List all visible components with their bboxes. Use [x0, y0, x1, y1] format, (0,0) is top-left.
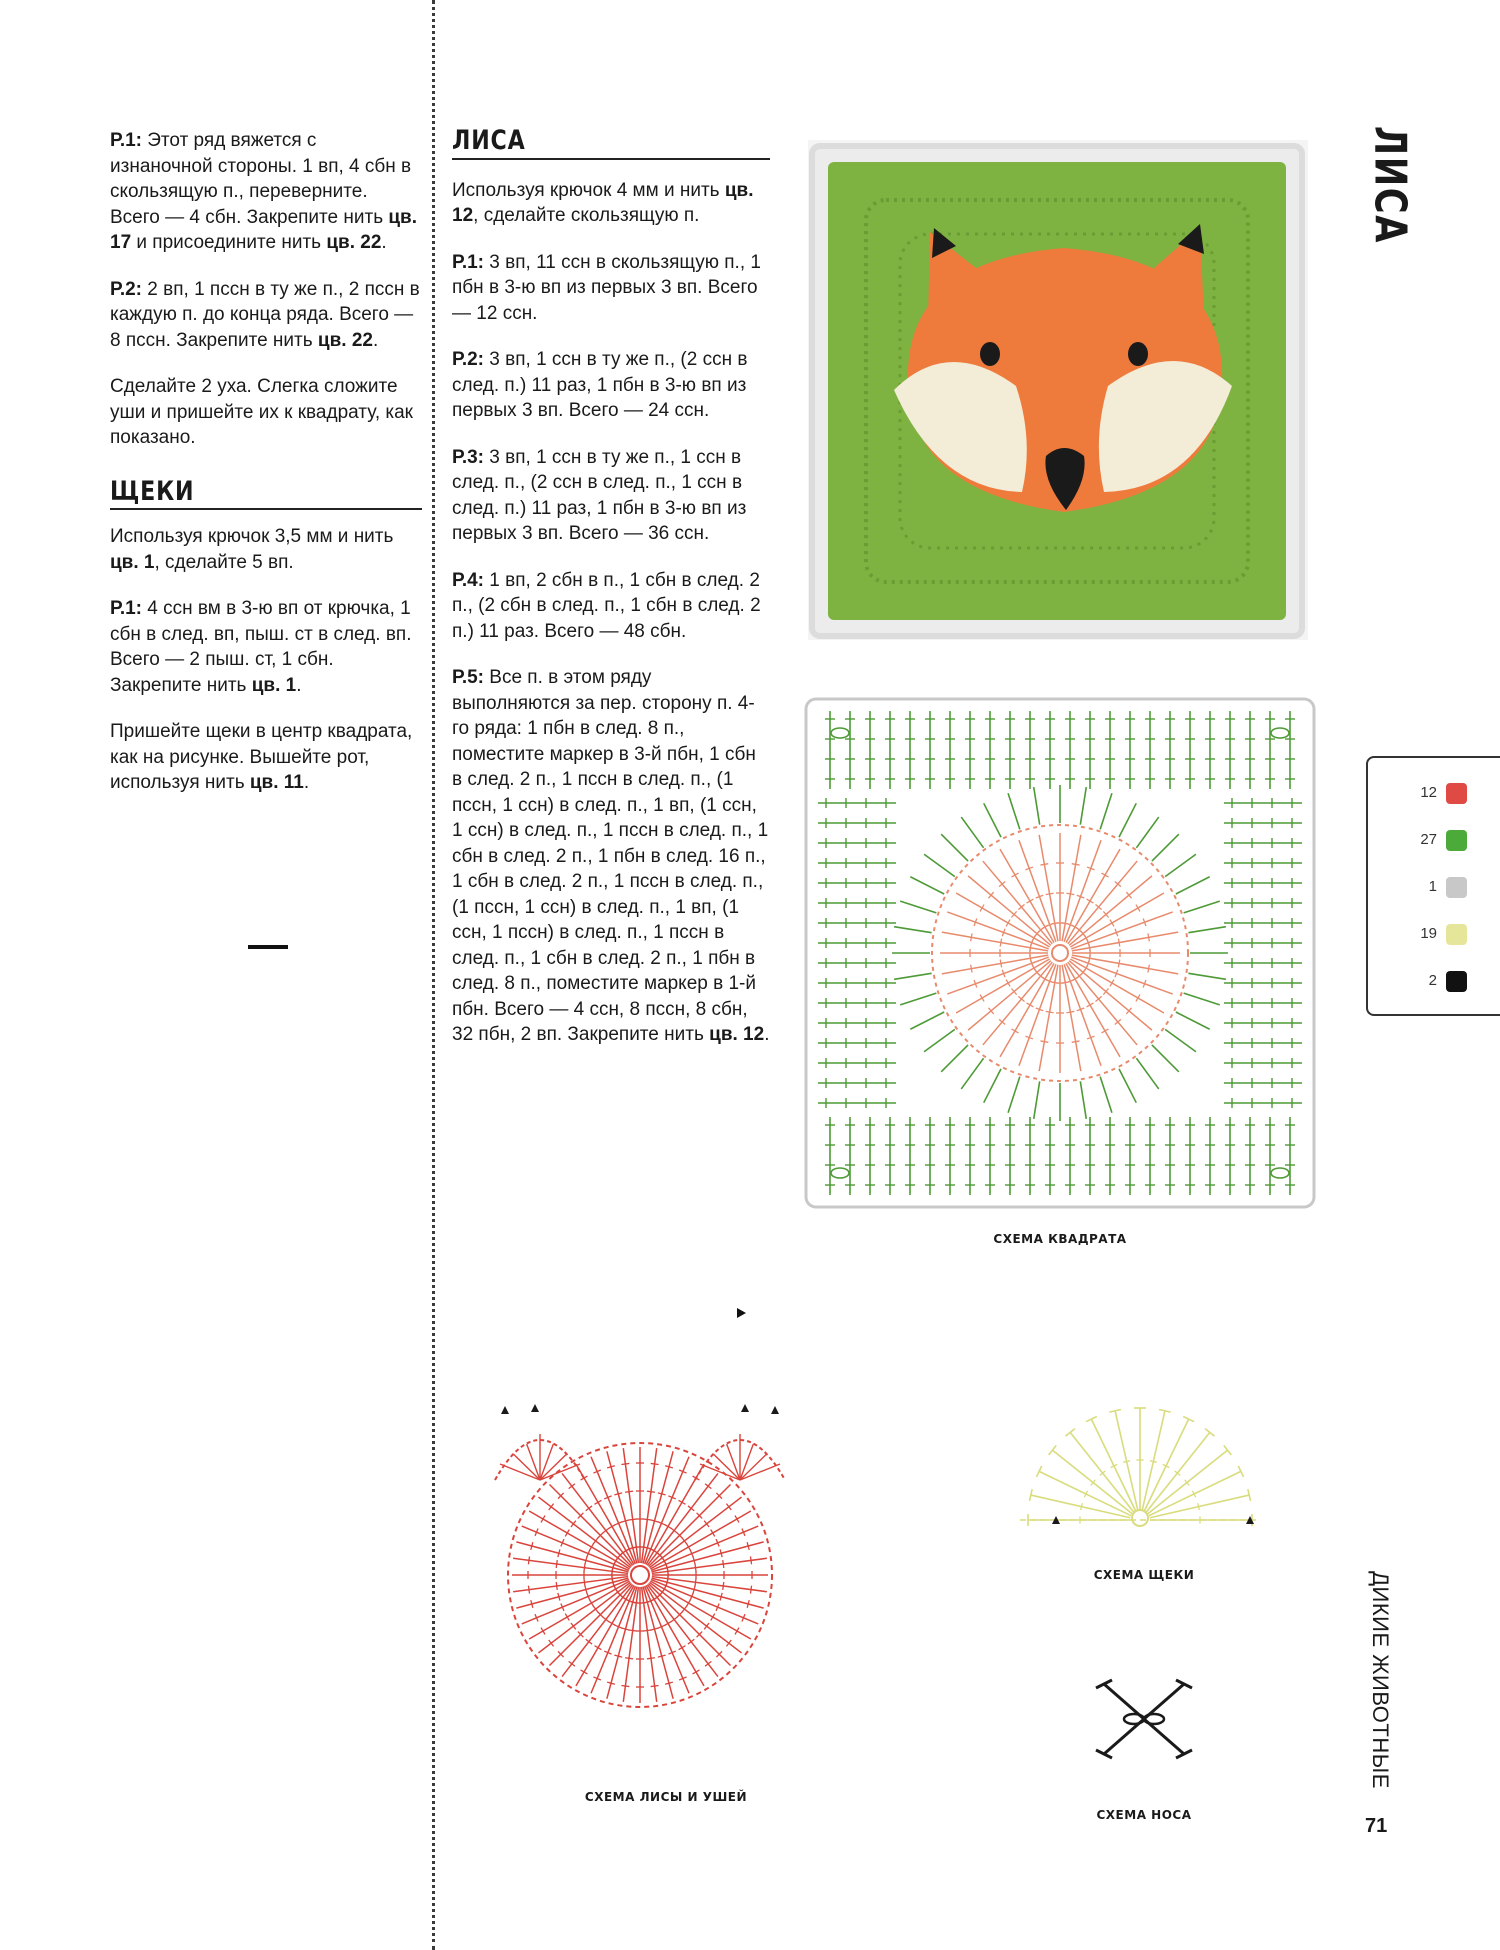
- color-legend: [1366, 756, 1500, 1016]
- fox-heading: ЛИСА: [452, 125, 526, 156]
- nose-stitch: [1096, 1680, 1112, 1688]
- cheek-magic-ring: [1132, 1510, 1148, 1526]
- bold-run: Р.4:: [452, 569, 484, 591]
- fox-spoke: [642, 1448, 657, 1563]
- ear-spoke: [740, 1454, 767, 1480]
- bold-run: цв. 12: [452, 179, 754, 226]
- fox-bar: [629, 1519, 637, 1520]
- fox-spoke: [562, 1473, 633, 1565]
- green-spoke: [1165, 1029, 1196, 1051]
- text-run: Используя крючок 3,5 мм и нить: [110, 526, 394, 547]
- text-run: .: [764, 1024, 770, 1045]
- legend-row: [1368, 827, 1500, 857]
- cheek-spoke: [1091, 1419, 1135, 1511]
- marker-arrow-icon: [501, 1406, 509, 1414]
- nose-stitch: [1176, 1750, 1192, 1758]
- fox-bar: [695, 1578, 696, 1586]
- cheek-mid-bar: [1198, 1503, 1200, 1510]
- ear-spoke: [500, 1464, 540, 1480]
- fox-bar: [629, 1630, 637, 1631]
- green-spoke: [1100, 1077, 1112, 1113]
- text-run: .: [381, 232, 387, 253]
- green-spoke: [1008, 1077, 1020, 1113]
- corner-chain: [831, 728, 849, 738]
- green-spoke: [1184, 993, 1220, 1005]
- corner-chain: [1271, 728, 1289, 738]
- bold-run: цв. 22: [317, 329, 373, 351]
- instruction-paragraph: [452, 568, 770, 645]
- fox-spoke: [513, 1577, 628, 1592]
- fox-spoke: [538, 1582, 630, 1653]
- center-bar: [1148, 965, 1149, 973]
- bold-run: Р.2:: [110, 278, 142, 300]
- fox-magic-ring: [631, 1566, 649, 1584]
- middle-column: [452, 125, 770, 1069]
- square-outer-round: [806, 699, 1314, 1207]
- center-bar: [1066, 1011, 1074, 1012]
- instruction-paragraph: [110, 524, 422, 575]
- center-bar: [1000, 959, 1001, 967]
- fox-chart-caption: СХЕМА ЛИСЫ И УШЕЙ: [584, 1790, 748, 1804]
- cheeks-heading-rule: [110, 508, 422, 510]
- center-bar: [1000, 939, 1001, 947]
- fox-heading-block: [452, 125, 770, 160]
- left-column: [110, 128, 422, 817]
- legend-number: 12: [1420, 784, 1437, 801]
- fox-spoke: [642, 1587, 657, 1702]
- legend-number: 1: [1428, 878, 1437, 895]
- fox-bar: [528, 1586, 529, 1594]
- text-run: .: [303, 772, 310, 793]
- fox-spoke: [647, 1585, 718, 1677]
- center-bar: [1046, 1011, 1054, 1012]
- green-spoke: [1119, 1069, 1136, 1103]
- page-number: 71: [1365, 1815, 1388, 1837]
- green-spoke: [1119, 803, 1136, 837]
- ear-spoke: [540, 1444, 553, 1480]
- bold-run: Р.5:: [452, 667, 484, 688]
- fox-bar: [584, 1578, 585, 1586]
- green-spoke: [1152, 834, 1179, 861]
- green-spoke: [1100, 793, 1112, 829]
- column-divider: [432, 0, 435, 1950]
- fox-spoke: [646, 1585, 704, 1685]
- fox-bar: [621, 1686, 629, 1687]
- green-spoke: [961, 1058, 983, 1089]
- text-run: 1 вп, 2 сбн в п., 1 сбн в след. 2 п., (2 сбн в след. п., 1 сбн в след. 2 п.) 11 раз. Всего — 48 сбн.: [452, 569, 761, 642]
- bold-run: цв. 12: [709, 1024, 765, 1045]
- nose-stitch: [1176, 1680, 1192, 1688]
- instruction-paragraph: [452, 445, 770, 547]
- fox-bar: [556, 1560, 557, 1568]
- legend-number: 19: [1420, 925, 1437, 942]
- text-run: , сделайте 5 вп.: [154, 551, 294, 573]
- fox-bar: [621, 1463, 629, 1464]
- bold-run: цв. 11: [249, 772, 304, 793]
- nose-chain: [1144, 1714, 1164, 1724]
- green-spoke: [941, 1045, 968, 1072]
- text-run: 3 вп, 1 ссн в ту же п., (2 ссн в след. п.) 11 раз, 1 пбн в 3-ю вп из первых 3 вп. Всего — 24 ссн.: [452, 349, 748, 421]
- cheek-spoke: [1031, 1495, 1130, 1518]
- green-spoke: [900, 993, 936, 1005]
- right-eye: [1128, 342, 1148, 366]
- instruction-paragraph: [110, 277, 422, 354]
- bold-run: Р.2:: [452, 349, 484, 370]
- left-eye: [980, 342, 1000, 366]
- legend-row: [1368, 921, 1500, 951]
- text-run: Используя крючок 4 мм и нить: [452, 179, 725, 201]
- green-spoke: [1188, 927, 1226, 933]
- cheek-mid-bar: [1081, 1503, 1083, 1510]
- green-spoke: [910, 877, 944, 894]
- fox-bar: [751, 1586, 752, 1594]
- center-bar: [1118, 939, 1119, 947]
- left-paragraphs: [110, 128, 422, 451]
- continue-arrow-icon: [737, 1308, 746, 1318]
- cheek-top-bar: [1049, 1445, 1056, 1454]
- cheek-spoke: [1150, 1495, 1249, 1518]
- fox-bar: [625, 1658, 633, 1659]
- fox-bar: [751, 1556, 752, 1564]
- green-spoke: [1152, 1045, 1179, 1072]
- text-run: 3 вп, 1 ссн в ту же п., 1 ссн в след. п., (2 ссн в след. п., 1 ссн в след. п.) 11 раз, 1 пбн в 3-ю вп из первых 3 вп. Всего — 36 ссн.: [452, 446, 747, 544]
- fox-spoke: [650, 1581, 750, 1639]
- fox-spoke: [513, 1558, 628, 1573]
- square-chart: [800, 693, 1320, 1213]
- green-spoke: [910, 1012, 944, 1029]
- fox-spoke: [623, 1587, 638, 1702]
- cheek-spoke: [1144, 1419, 1188, 1511]
- cheek-mid-bar: [1123, 1461, 1130, 1463]
- fox-spoke: [576, 1464, 634, 1564]
- bold-run: цв. 1: [110, 551, 155, 573]
- center-bar: [1072, 1041, 1080, 1042]
- green-spoke: [1080, 787, 1086, 825]
- green-spoke: [1176, 877, 1210, 894]
- center-bar: [1148, 933, 1149, 941]
- fox-spoke: [529, 1581, 629, 1639]
- ear-spoke: [740, 1444, 753, 1480]
- center-bar: [971, 965, 972, 973]
- instruction-paragraph: [452, 347, 770, 424]
- center-bar: [971, 933, 972, 941]
- corner-chain: [831, 1168, 849, 1178]
- nose-chart-caption: СХЕМА НОСА: [1096, 1808, 1192, 1822]
- bold-run: Р.1:: [110, 598, 142, 619]
- legend-row: [1368, 874, 1500, 904]
- instruction-paragraph: [110, 719, 422, 796]
- fox-spoke: [562, 1585, 633, 1677]
- fox-bar: [643, 1519, 651, 1520]
- magic-ring: [1052, 945, 1068, 961]
- green-spoke: [1165, 854, 1196, 876]
- instruction-paragraph: [452, 665, 770, 1048]
- ear-spoke: [727, 1444, 740, 1480]
- green-spoke: [941, 834, 968, 861]
- fox-square-photo: [808, 140, 1308, 640]
- marker-arrow-icon: [771, 1406, 779, 1414]
- text-run: Все п. в этом ряду выполняются за пер. сторону п. 4-го ряда: 1 пбн в след. 8 п., поместите маркер в 3-й пбн, 1 сбн в след. 2 п., 1 пссн в след. п., (1 пссн, 1 ссн) в след. п., 1 вп, (1 ссн, 1 ссн) в след. п., 1 пссн в след. п., 1 сбн в след. 2 п., 1 пбн в след. 16 п., 1 сбн в след. 2 п., 1 пссн в след. п., (1 пссн, 1 ссн) в след. п., 1 вп, (1 ссн, 1 пссн) в след. п., 1 пссн в след. п., 1 сбн в след. 2 п., 1 пбн в след. 8 п., поместите маркер в 1-й пбн. Всего — 4 ссн, 8 пссн, 8 сбн, 32 пбн, 2 вп. Закрепите нить: [452, 667, 769, 1045]
- cheek-spoke: [1115, 1411, 1138, 1510]
- center-bar: [1072, 864, 1080, 865]
- legend-row: [1368, 968, 1500, 998]
- green-spoke: [984, 1069, 1001, 1103]
- text-run: Этот ряд вяжется с изнаночной стороны. 1 вп, 4 сбн в скользящую п., переверните. Всего — 4 сбн. Закрепите нить: [110, 130, 412, 228]
- text-run: Сделайте 2 уха. Слегка сложите уши и пришейте их к квадрату, как показано.: [110, 376, 413, 448]
- fox-bar: [695, 1564, 696, 1572]
- instruction-paragraph: [110, 374, 422, 451]
- cheek-spoke: [1149, 1471, 1241, 1515]
- fox-spoke: [650, 1511, 750, 1569]
- bold-run: цв. 17: [110, 206, 418, 253]
- green-spoke: [924, 1029, 955, 1051]
- fox-heading-rule: [452, 158, 770, 160]
- instruction-paragraph: [110, 596, 422, 698]
- legend-swatch: [1446, 877, 1467, 898]
- fox-spoke: [538, 1497, 630, 1568]
- fox-bar: [647, 1658, 655, 1659]
- fox-spoke: [652, 1558, 767, 1573]
- cheek-top-bar: [1224, 1445, 1231, 1454]
- bold-run: цв. 22: [326, 232, 382, 253]
- bold-run: цв. 1: [251, 674, 297, 696]
- text-run: Пришейте щеки в центр квадрата, как на рисунке. Вышейте рот, используя нить: [110, 721, 413, 793]
- fox-bar: [647, 1491, 655, 1492]
- cheek-top-bar: [1065, 1429, 1074, 1436]
- ear-spoke: [540, 1464, 580, 1480]
- bold-run: Р.3:: [452, 446, 484, 468]
- legend-swatch: [1446, 971, 1467, 992]
- ear-spoke: [527, 1444, 540, 1480]
- fox-spoke: [650, 1497, 742, 1568]
- text-run: и присоедините нить: [131, 232, 327, 253]
- marker-arrow-icon: [531, 1404, 539, 1412]
- cheeks-paragraphs: [110, 524, 422, 796]
- instruction-paragraph: [110, 128, 422, 256]
- fox-bar: [625, 1491, 633, 1492]
- green-spoke: [894, 973, 932, 979]
- green-spoke: [1034, 1081, 1040, 1119]
- square-chart-caption: СХЕМА КВАДРАТА: [993, 1232, 1127, 1246]
- fox-spoke: [623, 1448, 638, 1563]
- cheek-top-bar: [1205, 1429, 1214, 1436]
- green-spoke: [900, 901, 936, 913]
- nose-stitch: [1096, 1750, 1112, 1758]
- cheek-chart: [1010, 1392, 1270, 1532]
- bold-run: Р.1:: [452, 251, 484, 273]
- green-spoke: [1136, 817, 1158, 848]
- fox-spoke: [576, 1585, 634, 1685]
- fox-bar: [651, 1463, 659, 1464]
- green-spoke: [961, 817, 983, 848]
- fox-bar: [584, 1564, 585, 1572]
- center-bar: [1046, 893, 1054, 894]
- fox-bar: [528, 1556, 529, 1564]
- center-bar: [1040, 1041, 1048, 1042]
- cheek-spoke: [1039, 1471, 1131, 1515]
- fox-bar: [651, 1686, 659, 1687]
- marker-arrow-icon: [741, 1404, 749, 1412]
- center-bar: [1118, 959, 1119, 967]
- cheeks-heading-block: [110, 475, 422, 511]
- bold-run: Р.1:: [110, 130, 142, 151]
- fox-bar: [643, 1630, 651, 1631]
- text-run: .: [296, 674, 302, 696]
- corner-chain: [1271, 1168, 1289, 1178]
- legend-number: 2: [1428, 972, 1437, 989]
- legend-swatch: [1446, 830, 1467, 851]
- nose-chain: [1124, 1714, 1144, 1724]
- center-bar: [1089, 944, 1090, 952]
- green-spoke: [1008, 793, 1020, 829]
- cheek-chart-caption: СХЕМА ЩЕКИ: [1093, 1568, 1195, 1582]
- cheek-spoke: [1142, 1411, 1165, 1510]
- section-end-dash: [248, 945, 288, 949]
- legend-number: 27: [1420, 831, 1437, 848]
- green-spoke: [894, 927, 932, 933]
- green-spoke: [1136, 1058, 1158, 1089]
- text-run: , сделайте скользящую п.: [473, 205, 700, 226]
- ear-spoke: [740, 1464, 780, 1480]
- green-spoke: [1176, 1012, 1210, 1029]
- fox-bar: [723, 1560, 724, 1568]
- fox-spoke: [647, 1473, 718, 1565]
- side-title: ЛИСА: [1364, 125, 1416, 245]
- fox-spoke: [529, 1511, 629, 1569]
- fox-bar: [556, 1582, 557, 1590]
- green-spoke: [1080, 1081, 1086, 1119]
- legend-row: [1368, 780, 1500, 810]
- fox-ears-chart: [460, 1370, 820, 1710]
- text-run: 3 вп, 11 ссн в скользящую п., 1 пбн в 3-ю вп из первых 3 вп. Всего — 12 ссн.: [452, 251, 761, 324]
- ear-spoke: [513, 1454, 540, 1480]
- legend-swatch: [1446, 783, 1467, 804]
- green-spoke: [1184, 901, 1220, 913]
- green-spoke: [984, 803, 1001, 837]
- green-spoke: [1188, 973, 1226, 979]
- center-bar: [1066, 893, 1074, 894]
- instruction-paragraph: [452, 178, 770, 229]
- ear-spoke: [700, 1464, 740, 1480]
- text-run: 4 ссн вм в 3-ю вп от крючка, 1 сбн в след. вп, пыш. ст в след. вп. Всего — 2 пыш. ст, 1 сбн. Закрепите нить: [110, 598, 412, 696]
- instruction-paragraph: [452, 250, 770, 327]
- green-spoke: [1034, 787, 1040, 825]
- fox-bar: [723, 1582, 724, 1590]
- text-run: 2 вп, 1 пссн в ту же п., 2 пссн в каждую п. до конца ряда. Всего — 8 пссн. Закрепите нить: [110, 278, 420, 351]
- legend-swatch: [1446, 924, 1467, 945]
- center-bar: [1040, 864, 1048, 865]
- cheeks-heading: ЩЕКИ: [110, 475, 195, 507]
- fox-spoke: [650, 1582, 742, 1653]
- middle-paragraphs: [452, 178, 770, 1048]
- green-spoke: [924, 854, 955, 876]
- cheek-mid-bar: [1150, 1461, 1157, 1463]
- fox-spoke: [652, 1577, 767, 1592]
- nose-chart: [1094, 1674, 1194, 1764]
- section-name: ДИКИЕ ЖИВОТНЫЕ: [1368, 1571, 1393, 1789]
- text-run: .: [372, 329, 379, 351]
